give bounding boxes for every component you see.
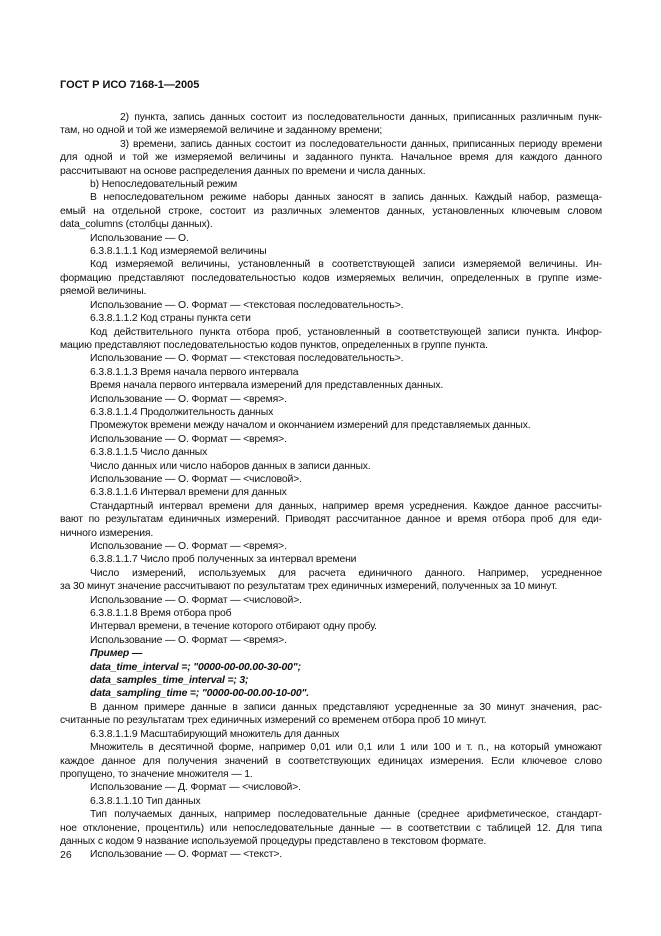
text-line: 6.3.8.1.1.8 Время отбора проб xyxy=(90,608,232,620)
paragraph xyxy=(60,620,602,633)
text-line: Код действительного пункта отбора проб, установленный в соответствующей записи пункта. Инфор- xyxy=(90,326,602,338)
text-line: Использование — Д. Формат — <числовой>. xyxy=(90,782,301,794)
text-line: Использование — О. Формат — <время>. xyxy=(90,393,287,405)
text-line: рассчитывают на основе распределения данных по времени и числа данных. xyxy=(60,165,426,177)
text-line: Число данных или число наборов данных в записи данных. xyxy=(90,460,371,472)
text-line: за 30 минут значение рассчитывают по результатам трех единичных измерений, полученных за 10 минут. xyxy=(60,581,558,593)
paragraph xyxy=(60,326,602,353)
paragraph xyxy=(60,419,602,432)
text-line: В непоследовательном режиме наборы данных заносят в запись данных. Каждый набор, размеща- xyxy=(90,192,602,204)
page-number: 26 xyxy=(60,849,72,861)
text-line: 2) пункта, запись данных состоит из последовательности данных, приписанных различным пунк- xyxy=(120,112,602,123)
paragraph xyxy=(60,553,602,566)
text-line: считанные по результатам трех единичных измерений со временем отбора проб 10 минут. xyxy=(60,715,487,727)
text-line: каждое данное для получения значений в соответствующих единицах измерения. Если ключевое слово xyxy=(60,755,602,767)
paragraph xyxy=(60,111,602,138)
text-line: Использование — О. Формат — <числовой>. xyxy=(90,473,302,485)
paragraph xyxy=(60,647,602,660)
paragraph xyxy=(60,138,602,178)
text-line: для одной и той же измеряемой величины и заданного пункта. Начальное время для каждого данного xyxy=(60,152,602,164)
text-line: Интервал времени, в течение которого отбирают одну пробу. xyxy=(90,621,377,633)
paragraph xyxy=(60,540,602,553)
paragraph xyxy=(60,178,602,191)
paragraph xyxy=(60,607,602,620)
text-line: 6.3.8.1.1.10 Тип данных xyxy=(90,795,201,807)
paragraph xyxy=(60,808,602,848)
text-line: Число измерений, используемых для расчета единичного данного. Например, усредненное xyxy=(90,567,602,579)
text-line: мацию представляют последовательностью кодов пунктов, определенных в группе пункта. xyxy=(60,339,488,351)
text-line: ничного измерения. xyxy=(60,527,154,539)
text-line: 6.3.8.1.1.2 Код страны пункта сети xyxy=(90,313,251,325)
text-line: формацию представляют последовательностью кодов измеряемых величин, определенных в группе изме- xyxy=(60,272,602,284)
text-line: data_columns (столбцы данных). xyxy=(60,219,213,231)
paragraph xyxy=(60,728,602,741)
text-line: вают по результатам единичных измерений. Приводят рассчитанное данное и время отбора проб для еди- xyxy=(60,514,602,526)
text-line: Промежуток времени между началом и окончанием измерений для представляемых данных. xyxy=(90,420,531,432)
paragraph xyxy=(60,848,602,861)
paragraph xyxy=(60,500,602,540)
text-line: Использование — О. Формат — <текстовая последовательность>. xyxy=(90,353,404,365)
text-line: пропущено, то значение множителя — 1. xyxy=(60,768,253,780)
text-line: Использование — О. Формат — <числовой>. xyxy=(90,594,302,606)
text-line: 6.3.8.1.1.3 Время начала первого интервала xyxy=(90,366,299,378)
paragraph xyxy=(60,741,602,781)
text-line: Пример — xyxy=(90,648,143,660)
paragraph xyxy=(60,795,602,808)
paragraph xyxy=(60,594,602,607)
paragraph xyxy=(60,352,602,365)
paragraph xyxy=(60,393,602,406)
text-line: data_samples_time_interval =; 3; xyxy=(90,675,249,687)
text-line: Стандартный интервал времени для данных, например время усреднения. Каждое данное рассчиты- xyxy=(90,500,602,512)
text-line: data_sampling_time =; "0000-00-00.00-10-00". xyxy=(90,688,309,700)
paragraph xyxy=(60,232,602,245)
paragraph xyxy=(60,366,602,379)
paragraph xyxy=(60,406,602,419)
paragraph xyxy=(60,245,602,258)
text-line: там, но одной и той же измеряемой величине и заданному времени; xyxy=(60,125,383,137)
paragraph xyxy=(60,379,602,392)
text-line: 6.3.8.1.1.4 Продолжительность данных xyxy=(90,406,274,418)
text-line: данных с кодом 9 название используемой процедуры представлено в текстовом формате. xyxy=(60,835,487,847)
paragraph xyxy=(60,460,602,473)
text-line: ряемой величины. xyxy=(60,286,147,298)
text-line: Время начала первого интервала измерений для представленных данных. xyxy=(90,380,444,392)
paragraph xyxy=(60,567,602,594)
paragraph xyxy=(60,661,602,674)
paragraph xyxy=(60,634,602,647)
text-line: В данном примере данные в записи данных представляют усредненные за 30 минут значения, рас- xyxy=(90,701,602,713)
text-line: b) Непоследовательный режим xyxy=(90,179,238,191)
document-header: ГОСТ Р ИСО 7168-1—2005 xyxy=(60,79,200,91)
text-line: Использование — О. Формат — <время>. xyxy=(90,433,287,445)
text-line: Использование — О. Формат — <текст>. xyxy=(90,849,283,861)
text-line: 3) времени, запись данных состоит из последовательности данных, приписанных периоду времени xyxy=(120,138,602,150)
text-line: Использование — О. xyxy=(90,232,189,244)
paragraph xyxy=(60,486,602,499)
text-line: Тип получаемых данных, например последовательные данные (среднее арифметическое, стандарт- xyxy=(90,809,602,821)
paragraph xyxy=(60,299,602,312)
text-line: 6.3.8.1.1.7 Число проб полученных за интервал времени xyxy=(90,554,357,566)
text-line: 6.3.8.1.1.5 Число данных xyxy=(90,447,208,459)
paragraph xyxy=(60,312,602,325)
text-line: Использование — О. Формат — <текстовая последовательность>. xyxy=(90,299,404,311)
paragraph xyxy=(60,781,602,794)
paragraph xyxy=(60,674,602,687)
text-line: емый на отдельной строке, состоит из различных элементов данных, установленных ключевым словом xyxy=(60,205,602,217)
paragraph xyxy=(60,701,602,728)
document-body xyxy=(60,111,602,862)
paragraph xyxy=(60,191,602,231)
paragraph xyxy=(60,687,602,700)
text-line: 6.3.8.1.1.9 Масштабирующий множитель для данных xyxy=(90,728,340,740)
paragraph xyxy=(60,446,602,459)
text-line: 6.3.8.1.1.6 Интервал времени для данных xyxy=(90,487,287,499)
paragraph xyxy=(60,433,602,446)
text-line: data_time_interval =; "0000-00-00.00-30-00"; xyxy=(90,661,301,673)
text-line: Код измеряемой величины, установленный в соответствующей записи измеряемой величины. Ин- xyxy=(90,259,602,271)
text-line: ное отклонение, процентиль) или непоследовательные данные — в соответствии с таблицей 12. Для типа xyxy=(60,822,602,834)
text-line: Множитель в десятичной форме, например 0,01 или 0,1 или 1 или 100 и т. п., на который умножают xyxy=(90,742,602,754)
paragraph xyxy=(60,258,602,298)
text-line: Использование — О. Формат — <время>. xyxy=(90,541,287,552)
text-line: Использование — О. Формат — <время>. xyxy=(90,634,287,646)
text-line: 6.3.8.1.1.1 Код измеряемой величины xyxy=(90,246,267,258)
paragraph xyxy=(60,473,602,486)
